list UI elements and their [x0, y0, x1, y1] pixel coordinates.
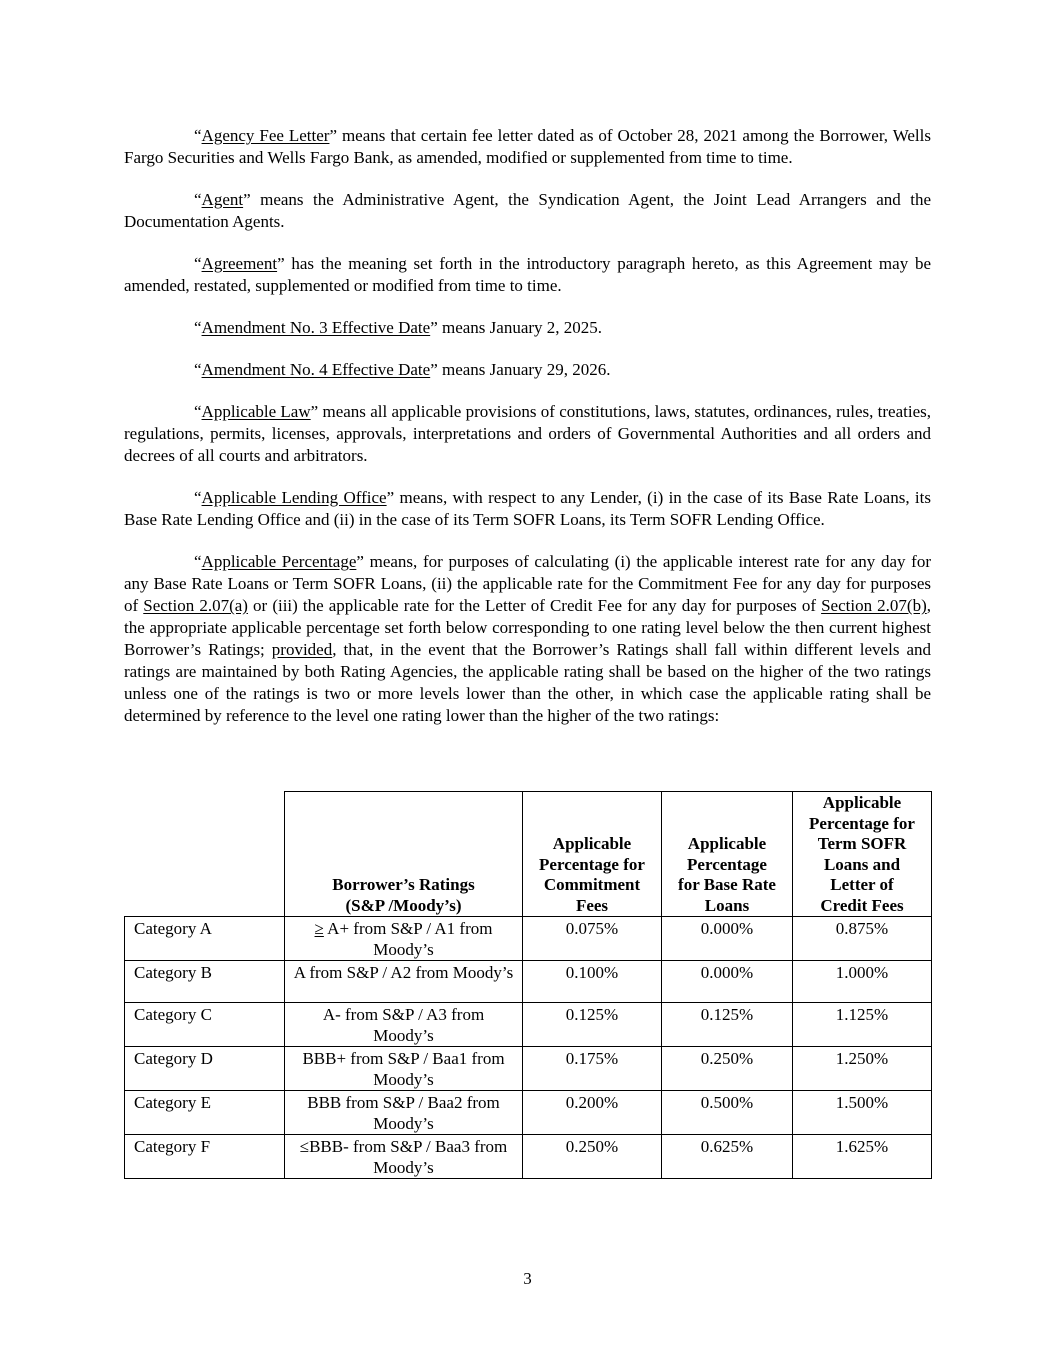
definition-agent: [124, 189, 931, 233]
definition-amendment-4: [124, 359, 931, 381]
definition-text: ” means, for purposes of calculating (i) the applicable interest rate for any day for any Base Rate Loans or Term SOFR Loans, (ii) the applicable rate for the Commitment Fee for any day for purposes of: [124, 552, 931, 615]
header-term-sofr: Applicable Percentage for Term SOFR Loans and Letter of Credit Fees: [793, 792, 932, 917]
open-quote: “: [194, 126, 202, 145]
category-cell: Category E: [125, 1091, 285, 1135]
base-rate-cell: 0.000%: [662, 917, 793, 961]
category-cell: Category A: [125, 917, 285, 961]
header-base-rate-loans: Applicable Percentage for Base Rate Loans: [662, 792, 793, 917]
applicable-percentage-table: [124, 791, 932, 1179]
table-row: [125, 1091, 932, 1135]
defined-term: Amendment No. 3 Effective Date: [201, 318, 431, 337]
sofr-cell: 1.625%: [793, 1135, 932, 1179]
definition-text: ” means the Administrative Agent, the Syndication Agent, the Joint Lead Arrangers and the Documentation Agents.: [124, 190, 931, 231]
definition-text: ” means January 29, 2026.: [430, 360, 611, 379]
section-reference-2-07a: Section 2.07(a): [143, 596, 248, 615]
definition-text: ” means that certain fee letter dated as of October 28, 2021 among the Borrower, Wells Fargo Securities and Wells Fargo Bank, as amended, modified or supplemented from time to time.: [124, 126, 931, 167]
definition-text: ” means January 2, 2025.: [430, 318, 603, 337]
base-rate-cell: 0.000%: [662, 961, 793, 1003]
table-header-row: [125, 792, 932, 917]
category-cell: Category D: [125, 1047, 285, 1091]
rating-cell: BBB from S&P / Baa2 from Moody’s: [285, 1091, 523, 1135]
base-rate-cell: 0.500%: [662, 1091, 793, 1135]
rating-cell: ≥ A+ from S&P / A1 from Moody’s: [285, 917, 523, 961]
provided-term: provided: [271, 640, 333, 659]
page-number: 3: [523, 1269, 532, 1288]
category-cell: Category B: [125, 961, 285, 1003]
definition-applicable-percentage: [124, 551, 931, 727]
header-borrowers-ratings: Borrower’s Ratings (S&P /Moody’s): [285, 792, 523, 917]
definition-text: , that, in the event that the Borrower’s Ratings shall fall within different levels and ratings are maintained by both Rating Agencies, the applicable rating shall be based on the higher of the two ratings unless one of the ratings is two or more levels lower than the other, in which case the applicable rating shall be determined by reference to the level one rating lower than the higher of the two ratings:: [124, 640, 931, 725]
definition-applicable-lending-office: [124, 487, 931, 531]
base-rate-cell: 0.625%: [662, 1135, 793, 1179]
header-commitment-fees: Applicable Percentage for Commitment Fees: [523, 792, 662, 917]
rating-cell: A from S&P / A2 from Moody’s: [285, 961, 523, 1003]
commitment-fee-cell: 0.175%: [523, 1047, 662, 1091]
definition-amendment-3: [124, 317, 931, 339]
commitment-fee-cell: 0.125%: [523, 1003, 662, 1047]
commitment-fee-cell: 0.075%: [523, 917, 662, 961]
defined-term: Agency Fee Letter: [201, 126, 330, 145]
definition-text: ” has the meaning set forth in the introductory paragraph hereto, as this Agreement may be amended, restated, supplemented or modified from time to time.: [124, 254, 931, 295]
definition-agreement: [124, 253, 931, 297]
defined-term: Applicable Law: [201, 402, 311, 421]
rating-symbol: ≥: [314, 919, 324, 938]
open-quote: “: [194, 360, 202, 379]
open-quote: “: [194, 552, 202, 571]
document-body: [124, 125, 931, 727]
sofr-cell: 1.500%: [793, 1091, 932, 1135]
open-quote: “: [194, 254, 202, 273]
section-reference-2-07b: Section 2.07(b): [821, 596, 927, 615]
rating-cell: A- from S&P / A3 from Moody’s: [285, 1003, 523, 1047]
category-cell: Category C: [125, 1003, 285, 1047]
commitment-fee-cell: 0.250%: [523, 1135, 662, 1179]
commitment-fee-cell: 0.100%: [523, 961, 662, 1003]
open-quote: “: [194, 190, 202, 209]
table-row: [125, 1135, 932, 1179]
table-row: [125, 1047, 932, 1091]
definition-agency-fee-letter: [124, 125, 931, 169]
defined-term: Amendment No. 4 Effective Date: [201, 360, 431, 379]
header-blank-cell: [125, 792, 285, 917]
definition-text: ” means, with respect to any Lender, (i) in the case of its Base Rate Loans, its Base Rate Lending Office and (ii) in the case of its Term SOFR Loans, its Term SOFR Lending Office.: [124, 488, 931, 529]
open-quote: “: [194, 488, 202, 507]
category-cell: Category F: [125, 1135, 285, 1179]
defined-term: Agent: [201, 190, 244, 209]
definition-text: ” means all applicable provisions of constitutions, laws, statutes, ordinances, rules, treaties, regulations, permits, licenses, approvals, interpretations and orders of Governmental Authorities and all orders and decrees of all courts and arbitrators.: [124, 402, 931, 465]
sofr-cell: 1.125%: [793, 1003, 932, 1047]
commitment-fee-cell: 0.200%: [523, 1091, 662, 1135]
defined-term: Agreement: [201, 254, 278, 273]
defined-term: Applicable Lending Office: [201, 488, 387, 507]
table-row: [125, 917, 932, 961]
rating-cell: BBB+ from S&P / Baa1 from Moody’s: [285, 1047, 523, 1091]
defined-term: Applicable Percentage: [201, 552, 357, 571]
rating-cell: ≤BBB- from S&P / Baa3 from Moody’s: [285, 1135, 523, 1179]
definition-text: , the appropriate applicable percentage set forth below corresponding to one rating level below the then current highest Borrower’s Ratings;: [124, 596, 931, 659]
base-rate-cell: 0.125%: [662, 1003, 793, 1047]
definition-applicable-law: [124, 401, 931, 467]
sofr-cell: 1.000%: [793, 961, 932, 1003]
table-row: [125, 1003, 932, 1047]
definition-text: or (iii) the applicable rate for the Letter of Credit Fee for any day for purposes of: [247, 596, 822, 615]
open-quote: “: [194, 318, 202, 337]
open-quote: “: [194, 402, 202, 421]
sofr-cell: 1.250%: [793, 1047, 932, 1091]
table-row: [125, 961, 932, 1003]
sofr-cell: 0.875%: [793, 917, 932, 961]
base-rate-cell: 0.250%: [662, 1047, 793, 1091]
